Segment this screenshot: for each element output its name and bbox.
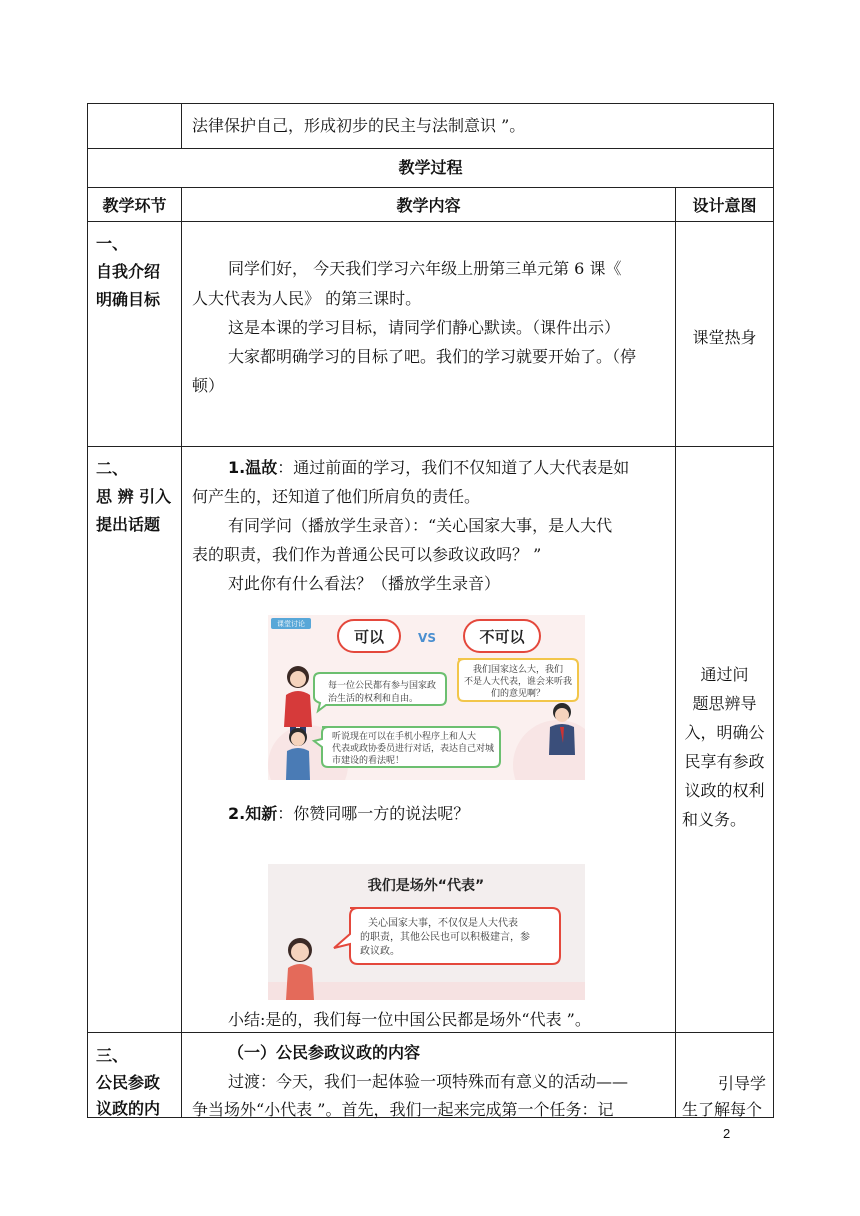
bubble-text: 市建设的看法呢！ <box>332 756 405 766</box>
intent-text: 通过问 <box>700 665 749 684</box>
intent-text: 引导学 <box>718 1074 767 1093</box>
step-text: ：你赞同哪一方的说法呢？ <box>277 804 470 823</box>
stage-label: 思 辨 引入 <box>96 487 172 506</box>
intent-text: 议政的权利 <box>684 781 765 800</box>
stage-label: 公民参政 <box>96 1073 161 1092</box>
stage-label: 议政的内 <box>96 1099 161 1118</box>
subsection-heading: （一）公民参政议政的内容 <box>228 1043 421 1062</box>
bubble-text: 的职责，其他公民也可以积极建言，参 <box>360 932 530 943</box>
representative-illustration <box>268 864 585 1000</box>
intent-text: 和义务。 <box>682 810 747 829</box>
row0-text: 法律保护自己，形成初步的民主与法制意识 ”。 <box>192 116 526 135</box>
table-border <box>181 187 182 1118</box>
bubble-text: 我们国家这么大，我们 <box>472 665 564 675</box>
step-label: 1.温故 <box>228 458 278 477</box>
content-line: 顿） <box>192 376 225 395</box>
table-border <box>87 148 774 149</box>
stage-label: 二、 <box>96 459 129 478</box>
summary-line: 小结:是的，我们每一位中国公民都是场外“代表 ”。 <box>228 1010 591 1029</box>
bubble-text: 治生活的权利和自由。 <box>328 694 419 704</box>
content-line: 同学们好， 今天我们学习六年级上册第三单元第 6 课《 <box>228 259 622 278</box>
bubble-text: 不是人大代表，谁会来听我 <box>463 677 573 687</box>
illustration-title: 我们是场外“代表” <box>367 878 485 894</box>
header-intent: 设计意图 <box>692 196 757 215</box>
content-line: 争当场外“小代表 ”。首先，我们一起来完成第一个任务：记 <box>192 1100 614 1119</box>
option-right: 不可以 <box>479 628 525 646</box>
bubble-text: 代表或政协委员进行对话，表达自己对城 <box>332 744 495 754</box>
step-text: ：通过前面的学习，我们不仅知道了人大代表是如 <box>277 458 630 477</box>
content-line: 何产生的，还知道了他们所肩负的责任。 <box>192 487 481 506</box>
bubble-text: 们的意见啊？ <box>490 689 546 699</box>
boy-figure <box>286 728 310 780</box>
content-line <box>228 458 629 478</box>
content-line: 大家都明确学习的目标了吧。我们的学习就要开始了。（停 <box>228 347 637 366</box>
content-line: 过渡：今天，我们一起体验一项特殊而有意义的活动—— <box>228 1072 629 1091</box>
bubble-text: 每一位公民都有参与国家政 <box>328 681 437 691</box>
table-border <box>181 103 182 149</box>
stage-label: 三、 <box>96 1046 129 1065</box>
content-line: 表的职责，我们作为普通公民可以参政议政吗？ ” <box>192 545 542 564</box>
intent-text: 生了解每个 <box>682 1100 763 1119</box>
table-border <box>87 103 88 1118</box>
stage-label: 自我介绍 <box>96 262 161 281</box>
content-line: 有同学问（播放学生录音）：“关心国家大事，是人大代 <box>228 516 613 535</box>
content-line: 对此你有什么看法？（播放学生录音） <box>228 574 501 593</box>
bubble-text: 关心国家大事，不仅仅是人大代表 <box>368 918 518 929</box>
table-border <box>87 187 774 188</box>
table-border <box>87 221 774 222</box>
section-title: 教学过程 <box>398 158 463 177</box>
intent-text: 民享有参政 <box>684 752 765 771</box>
bubble-text: 听说现在可以在手机小程序上和人大 <box>332 732 477 742</box>
table-border <box>87 1032 774 1033</box>
stage-label: 明确目标 <box>96 290 161 309</box>
step-label: 2.知新 <box>228 804 278 823</box>
table-border <box>87 446 774 447</box>
girl-figure <box>286 938 314 1000</box>
stage-label: 一、 <box>96 234 129 253</box>
table-border <box>87 103 774 104</box>
content-line: 这是本课的学习目标，请同学们静心默读。（课件出示） <box>228 318 621 337</box>
content-line <box>228 804 469 824</box>
page-number: 2 <box>723 1126 731 1141</box>
table-border <box>773 103 774 1118</box>
vs-label: VS <box>418 631 436 645</box>
header-content: 教学内容 <box>396 196 461 215</box>
option-left: 可以 <box>353 628 385 646</box>
intent-text: 入，明确公 <box>684 723 765 742</box>
content-line: 人大代表为人民》 的第三课时。 <box>192 289 422 308</box>
debate-illustration <box>268 615 585 780</box>
stage-label: 提出话题 <box>96 515 161 534</box>
intent-text: 课堂热身 <box>692 328 757 347</box>
header-stage: 教学环节 <box>102 196 167 215</box>
table-border <box>675 187 676 1118</box>
intent-text: 题思辨导 <box>692 694 757 713</box>
bubble-text: 政议政。 <box>360 946 400 957</box>
illustration-tag: 课堂讨论 <box>277 620 305 628</box>
